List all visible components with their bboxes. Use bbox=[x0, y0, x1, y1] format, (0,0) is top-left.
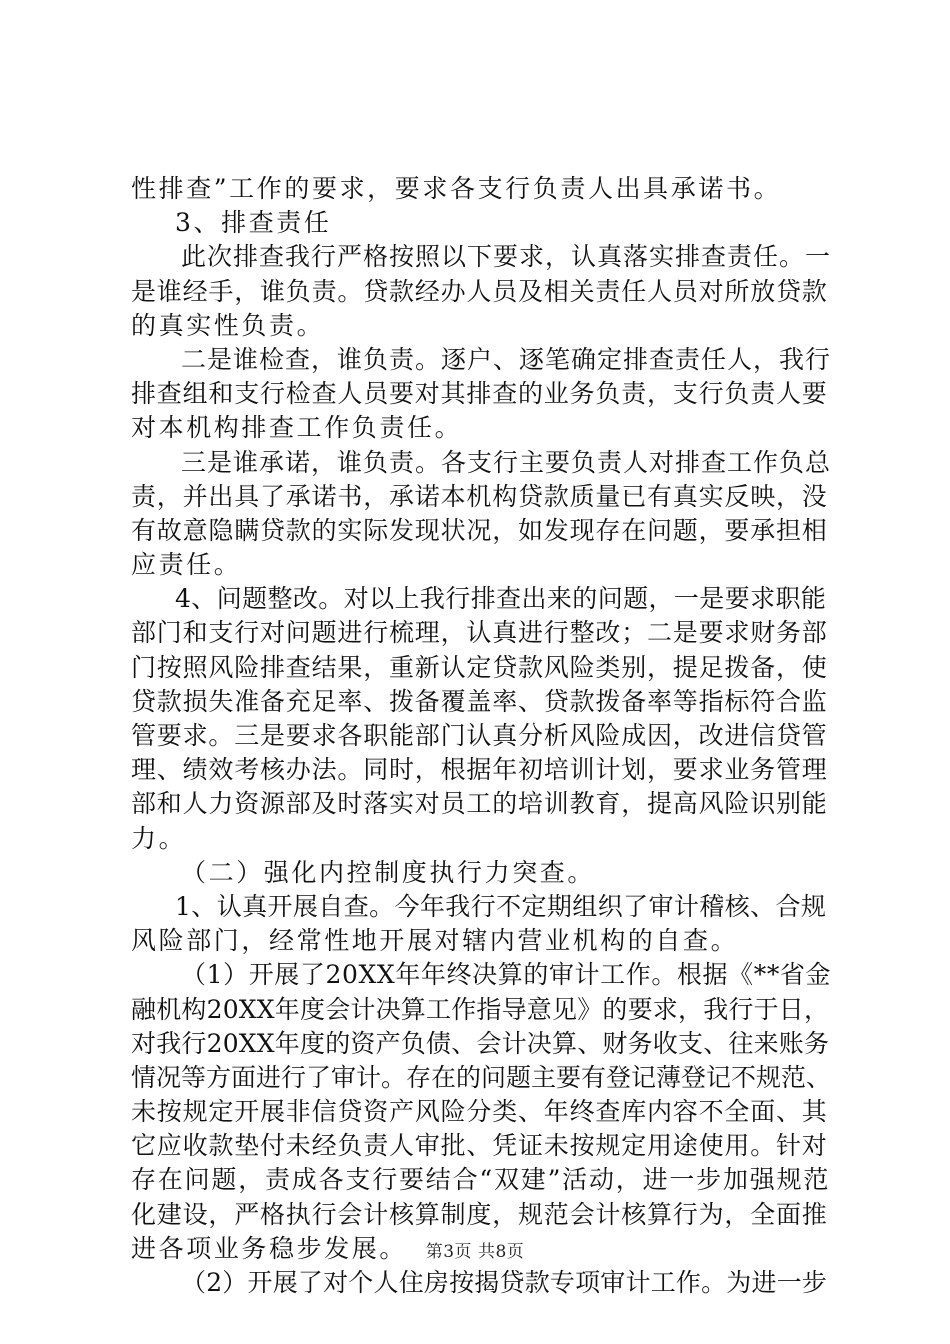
text-line: 进各项业务稳步发展。 bbox=[131, 1233, 408, 1263]
text-line: 部和人力资源部及时落实对员工的培训教育，提高风险识别能 bbox=[131, 789, 828, 819]
text-line: 4、问题整改。对以上我行排查出来的问题，一是要求职能 bbox=[175, 584, 827, 614]
text-line: 化建设，严格执行会计核算制度，规范会计核算行为，全面推 bbox=[131, 1199, 828, 1229]
text-line: 门按照风险排查结果，重新认定贷款风险类别，提足拨备，使 bbox=[131, 652, 828, 682]
text-line: 融机构20XX年度会计决算工作指导意见》的要求，我行于日， bbox=[131, 994, 830, 1024]
text-line: 责，并出具了承诺书，承诺本机构贷款质量已有真实反映，没 bbox=[131, 481, 828, 511]
text-line: 应责任。 bbox=[131, 550, 242, 580]
text-line: 风险部门，经常性地开展对辖内营业机构的自查。 bbox=[131, 926, 739, 956]
text-line: 排查组和支行检查人员要对其排查的业务负责，支行负责人要 bbox=[131, 379, 828, 409]
text-line: 3、排查责任 bbox=[175, 208, 332, 238]
text-line: 管要求。三是要求各职能部门认真分析风险成因，改进信贷管 bbox=[131, 721, 828, 750]
text-line: 是谁经手，谁负责。贷款经办人员及相关责任人员对所放贷款 bbox=[131, 276, 828, 306]
text-line: 的真实性负责。 bbox=[131, 310, 325, 340]
text-line: 二是谁检查，谁负责。逐户、逐笔确定排查责任人，我行 bbox=[181, 344, 832, 374]
text-line: 性排查”工作的要求，要求各支行负责人出具承诺书。 bbox=[131, 174, 782, 203]
text-line: 它应收款垫付未经负责人审批、凭证未按规定用途使用。针对 bbox=[131, 1131, 828, 1161]
text-line: 部门和支行对问题进行梳理，认真进行整改；二是要求财务部 bbox=[131, 618, 828, 648]
text-line: 三是谁承诺，谁负责。各支行主要负责人对排查工作负总 bbox=[181, 447, 832, 477]
text-line: 1、认真开展自查。今年我行不定期组织了审计稽核、合规 bbox=[175, 891, 827, 921]
text-line: 存在问题，责成各支行要结合“双建”活动，进一步加强规范 bbox=[131, 1165, 831, 1195]
text-line: 对本机构排查工作负责任。 bbox=[131, 413, 463, 443]
text-line: 贷款损失准备充足率、拨备覆盖率、贷款拨备率等指标符合监 bbox=[131, 686, 828, 716]
text-line: 此次排查我行严格按照以下要求，认真落实排查责任。一 bbox=[181, 242, 832, 272]
text-line: 对我行20XX年度的资产负债、会计决算、财务收支、往来账务 bbox=[131, 1028, 830, 1058]
text-line: 情况等方面进行了审计。存在的问题主要有登记薄登记不规范、 bbox=[131, 1062, 832, 1092]
text-line: 理、绩效考核办法。同时，根据年初培训计划，要求业务管理 bbox=[131, 755, 828, 785]
text-line: （1）开展了20XX年年终决算的审计工作。根据《**省金 bbox=[181, 960, 832, 990]
text-line: （2）开展了对个人住房按揭贷款专项审计工作。为进一步 bbox=[181, 1268, 828, 1297]
text-line: 力。 bbox=[131, 823, 187, 853]
text-line: （二）强化内控制度执行力突查。 bbox=[181, 857, 596, 887]
page-footer: 第3页 共8页 bbox=[425, 1242, 525, 1262]
text-line: 未按规定开展非信贷资产风险分类、年终查库内容不全面、其 bbox=[131, 1097, 828, 1127]
text-line: 有故意隐瞒贷款的实际发现状况，如发现存在问题，要承担相 bbox=[131, 515, 828, 545]
document-body bbox=[131, 172, 831, 1300]
